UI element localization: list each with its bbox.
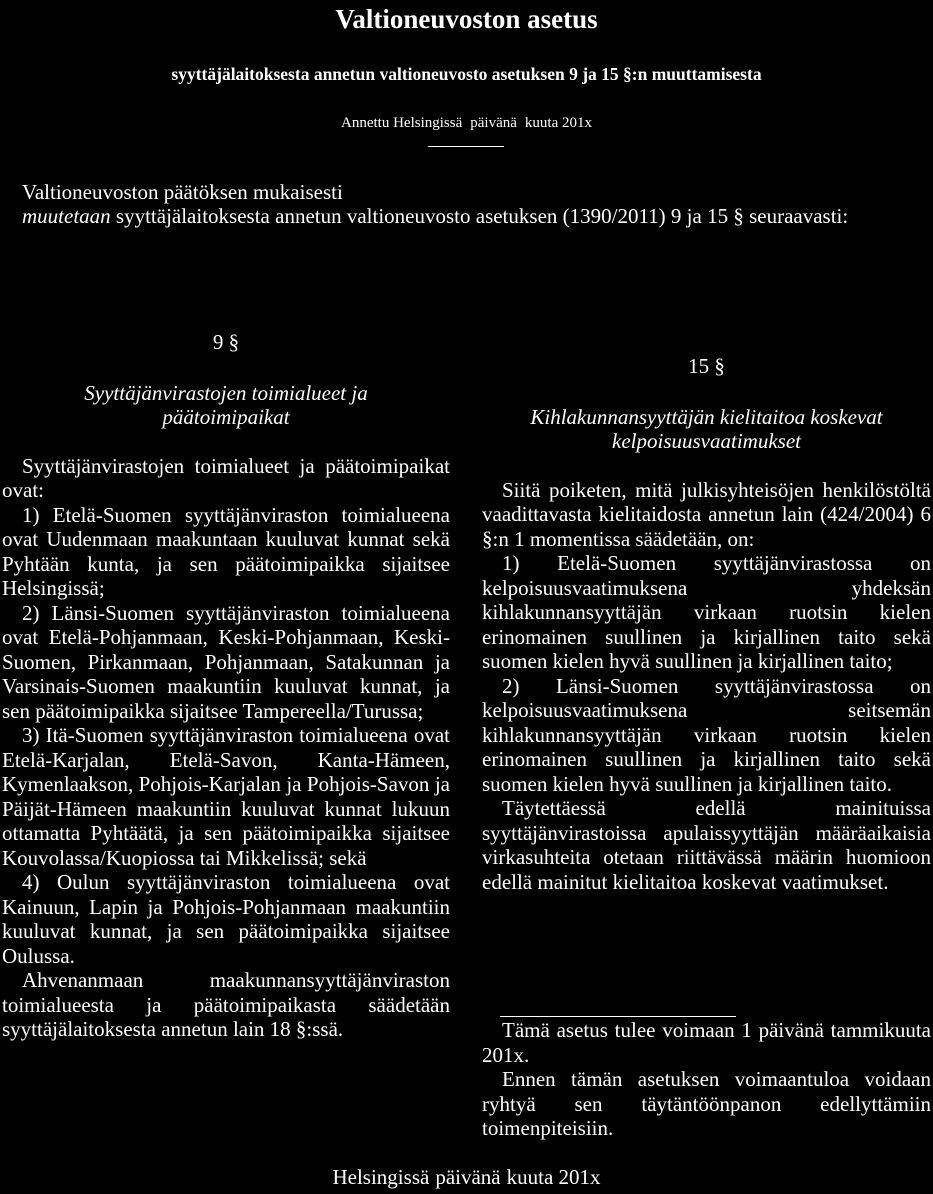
- section-9-aland-paragraph: Ahvenanmaan maakunnansyyttäjänviraston toimialueesta ja päätoimipaikasta säädetään syyttäjälaitoksesta annetun lain 18 §:ssä.: [2, 968, 450, 1041]
- section-9-heading-2: päätoimipaikat: [162, 405, 290, 429]
- section-15: [482, 354, 931, 894]
- amendment-text: syyttäjälaitoksesta annetun valtioneuvosto asetuksen (1390/2011) 9 ja 15 § seuraavasti:: [110, 204, 849, 228]
- section-15-heading-1: Kihlakunnansyyttäjän kielitaitoa koskevat: [530, 404, 883, 429]
- section-9-item-3: 3) Itä-Suomen syyttäjänviraston toimialueena ovat Etelä-Karjalan, Etelä-Savon, Kanta-Hämeen, Kymenlaakson, Pohjois-Karjalan ja Pohjois-Savon ja Päijät-Hämeen maakuntiin kuuluvat kunnat lukuun ottamatta Pyhtäätä, ja sen päätoimipaikka sijaitsee Kouvolassa/Kuopiossa tai Mikkelissä; sekä: [2, 723, 450, 870]
- section-15-heading-2: kelpoisuusvaatimukset: [612, 429, 801, 453]
- signing-day: päivänä: [435, 1165, 501, 1189]
- implementation-paragraph: Ennen tämän asetuksen voimaantuloa voidaan ryhtyä sen täytäntöönpanon edellyttämiin toimenpiteisiin.: [482, 1067, 931, 1140]
- decree-subtitle: syyttäjälaitoksesta annetun valtioneuvosto asetuksen 9 ja 15 §:n muuttamisesta: [171, 64, 762, 84]
- section-9-item-2: 2) Länsi-Suomen syyttäjänviraston toimialueena ovat Etelä-Pohjanmaan, Keski-Pohjanmaan, Keski-Suomen, Pirkanmaan, Pohjanmaan, Satakunnan ja Varsinais-Suomen maakuntiin kuuluvat kunnat, ja sen päätoimipaikka sijaitsee Tampereella/Turussa;: [2, 600, 450, 723]
- preamble: [2, 180, 931, 228]
- entry-into-force: [482, 1018, 931, 1141]
- section-9-paragraph: Syyttäjänvirastojen toimialueet ja päätoimipaikat ovat:: [2, 453, 450, 502]
- amendment-clause: [2, 204, 931, 228]
- section-15-paragraph: Siitä poiketen, mitä julkisyhteisöjen henkilöstöltä vaadittavasta kielitaidosta annetun lain (424/2004) 6 §:n 1 momentissa säädetään, on:: [482, 477, 931, 551]
- section-9-item-1: 1) Etelä-Suomen syyttäjänviraston toimialueena ovat Uudenmaan maakuntaan kuuluvat kunnat sekä Pyhtään kunta, ja sen päätoimipaikka sijaitsee Helsingissä;: [2, 502, 450, 600]
- header-divider: [428, 146, 504, 147]
- issued-day: päivänä: [470, 115, 517, 131]
- section-9-number: 9 §: [212, 330, 240, 354]
- signing-place: Helsingissä: [332, 1165, 430, 1189]
- section-15-item-2: 2) Länsi-Suomen syyttäjänvirastossa on kelpoisuusvaatimuksena seitsemän kihlakunnansyyttäjän virkaan ruotsin kielen erinomainen suullinen ja kirjallinen taito sekä suomen kielen hyvä suullinen ja kirjallinen taito.: [482, 673, 931, 796]
- amendment-verb: muutetaan: [22, 204, 111, 228]
- issued-month: kuuta 201x: [524, 115, 592, 131]
- section-9-item-4: 4) Oulun syyttäjänviraston toimialueena ovat Kainuun, Lapin ja Pohjois-Pohjanmaan maakuntiin kuuluvat kunnat, ja sen päätoimipaikka sijaitsee Oulussa.: [2, 870, 450, 968]
- section-15-number: 15 §: [688, 354, 725, 378]
- section-15-item-1: 1) Etelä-Suomen syyttäjänvirastossa on kelpoisuusvaatimuksena yhdeksän kihlakunnansyyttäjän virkaan ruotsin kielen erinomainen suullinen ja kirjallinen taito sekä suomen kielen hyvä suullinen ja kirjallinen taito;: [482, 551, 931, 673]
- section-9-heading-1: Syyttäjänvirastojen toimialueet ja: [84, 380, 368, 405]
- issued-place: Annettu Helsingissä: [341, 115, 463, 131]
- issued-line: [0, 112, 933, 134]
- preamble-line: Valtioneuvoston päätöksen mukaisesti: [22, 180, 343, 204]
- decree-title: Valtioneuvoston asetus: [335, 4, 598, 34]
- effective-divider: [500, 1016, 736, 1017]
- entry-into-force-paragraph: Tämä asetus tulee voimaan 1 päivänä tammikuuta 201x.: [482, 1018, 931, 1067]
- signing-line: [0, 1164, 933, 1190]
- signing-month: kuuta 201x: [506, 1165, 601, 1189]
- section-9: [2, 330, 450, 1042]
- section-15-fixed-term-paragraph: Täytettäessä edellä mainituissa syyttäjänvirastoissa apulaissyyttäjän määräaikaisia virkasuhteita otetaan riittävässä määrin huomioon edellä mainitut kielitaitoa koskevat vaatimukset.: [482, 796, 931, 894]
